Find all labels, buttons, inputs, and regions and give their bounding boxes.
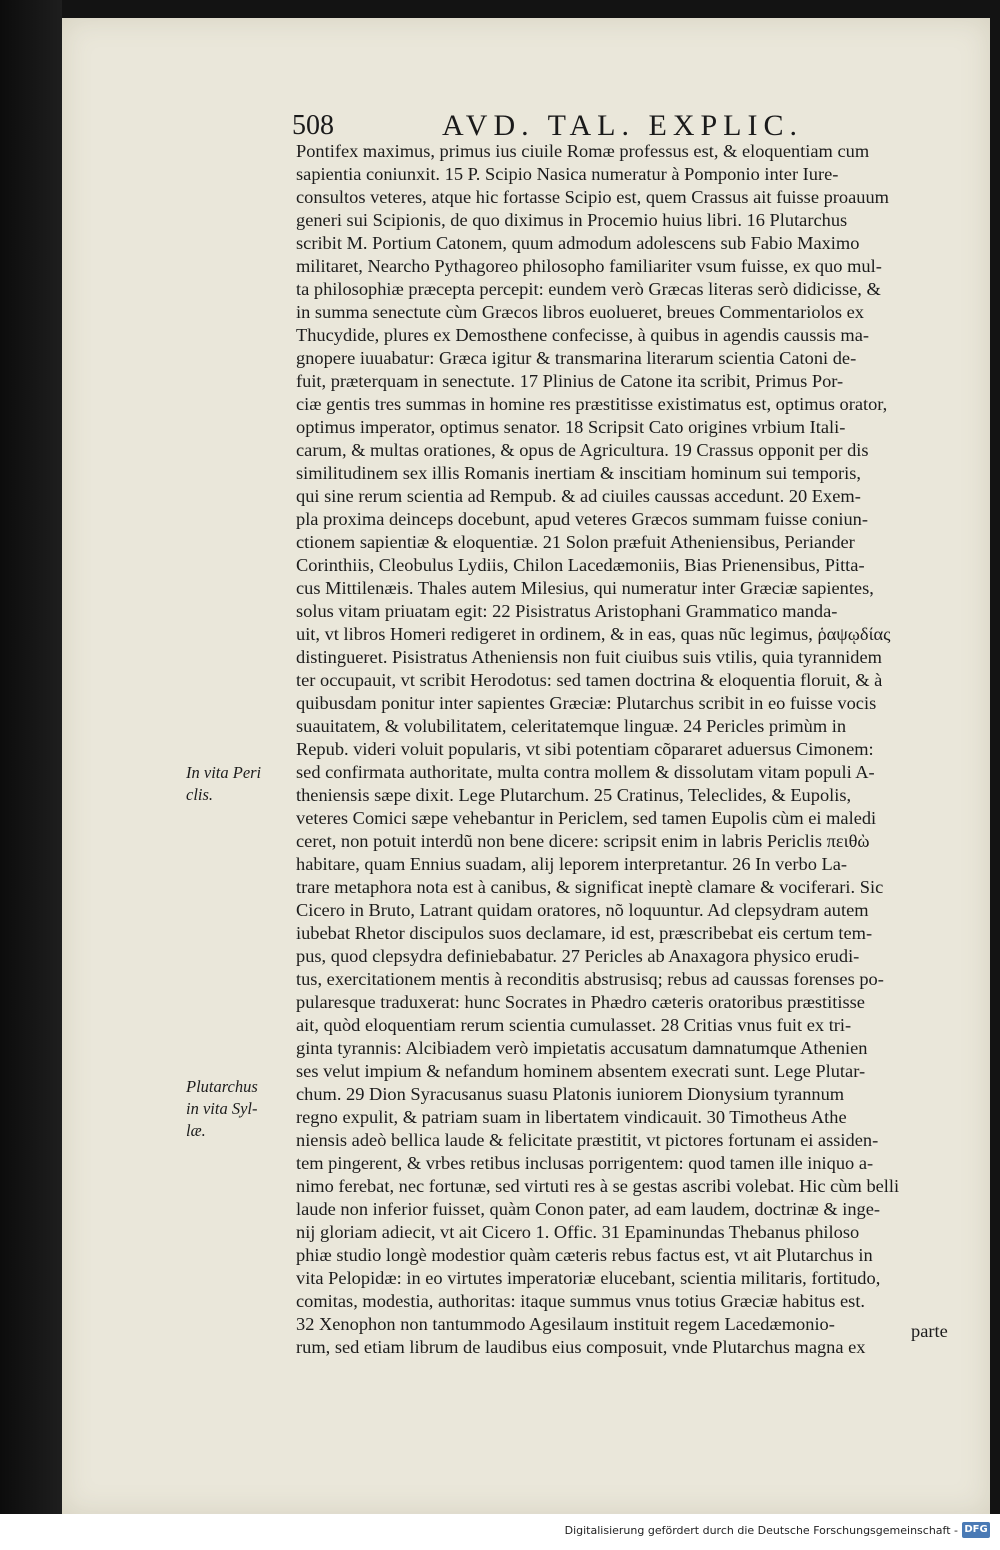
- text-line: scribit M. Portium Catonem, quum admodum adolescens sub Fabio Maximo: [296, 233, 860, 253]
- text-line: vita Pelopidæ: in eo virtutes imperatoriæ elucebant, scientia militaris, fortitudo,: [296, 1268, 881, 1288]
- text-line: theniensis sæpe dixit. Lege Plutarchum. 25 Cratinus, Teleclides, & Eupolis,: [296, 785, 852, 805]
- text-line: militaret, Nearcho Pythagoreo philosopho familiariter vsum fuisse, ex quo mul-: [296, 256, 882, 276]
- text-line: niensis adeò bellica laude & felicitate præstitit, vt pictores fortunam ei assiden-: [296, 1130, 879, 1150]
- text-line: iubebat Rhetor discipulos suos declamare, id est, præscribebat eis certum tem-: [296, 923, 873, 943]
- margin-note-vita-syllae: [186, 1076, 296, 1142]
- margin-note-line: In vita Peri: [186, 763, 262, 782]
- margin-note-line: Plutarchus: [186, 1077, 258, 1096]
- footer-credit: Digitalisierung gefördert durch die Deutsche Forschungsgemeinschaft -: [564, 1524, 958, 1537]
- text-line: phiæ studio longè modestior quàm cæteris rebus factus est, vt ait Plutarchus in: [296, 1245, 873, 1265]
- text-line: pus, quod clepsydra definiebabatur. 27 Pericles ab Anaxagora physico erudi-: [296, 946, 860, 966]
- text-line: comitas, modestia, authoritas: itaque summus vnus totius Græciæ habitus est.: [296, 1291, 866, 1311]
- margin-note-line: læ.: [186, 1121, 206, 1140]
- text-line: quibusdam ponitur inter sapientes Græciæ: Plutarchus scribit in eo fuisse vocis: [296, 693, 877, 713]
- page-number: 508: [292, 110, 334, 141]
- text-line: ta philosophiæ præcepta percepit: eundem verò Græcas literas serò didicisse, &: [296, 279, 881, 299]
- scan-shadow: [0, 0, 62, 1550]
- text-line: solus vitam priuatam egit: 22 Pisistratus Aristophani Grammatico manda-: [296, 601, 838, 621]
- text-line: cus Mittilenæis. Thales autem Milesius, qui numeratur inter Græciæ sapientes,: [296, 578, 874, 598]
- text-line: suauitatem, & volubilitatem, celeritatemque linguæ. 24 Pericles primùm in: [296, 716, 847, 736]
- text-line: nij gloriam adiecit, vt ait Cicero 1. Offic. 31 Epaminundas Thebanus philoso: [296, 1222, 860, 1242]
- text-line: Thucydide, plures ex Demosthene confecisse, à quibus in agendis caussis ma-: [296, 325, 870, 345]
- text-line: rum, sed etiam librum de laudibus eius composuit, vnde Plutarchus magna ex: [296, 1337, 866, 1357]
- text-line: habitare, quam Ennius suadam, alij leporem interpretantur. 26 In verbo La-: [296, 854, 848, 874]
- text-line: pularesque traduxerat: hunc Socrates in Phædro cæteris oratoribus præstitisse: [296, 992, 865, 1012]
- text-line: nimo ferebat, nec fortunæ, sed virtuti res à se gestas ascribi volebat. Hic cùm belli: [296, 1176, 900, 1196]
- text-line: ait, quòd eloquentiam rerum scientia cumulasset. 28 Critias vnus fuit ex tri-: [296, 1015, 852, 1035]
- text-line: Repub. videri voluit popularis, vt sibi potentiam cõpararet aduersus Cimonem:: [296, 739, 874, 759]
- text-line: trare metaphora nota est à canibus, & significat ineptè clamare & vociferari. Sic: [296, 877, 884, 897]
- digitization-footer: [0, 1514, 1000, 1550]
- text-line: gnopere iuuabatur: Græca igitur & transmarina literarum scientia Catoni de-: [296, 348, 857, 368]
- text-line: uit, vt libros Homeri redigeret in ordinem, & in eas, quas nũc legimus, ῥαψῳδίας: [296, 624, 891, 644]
- running-head: AVD. TAL. EXPLIC.: [442, 109, 803, 142]
- text-line: carum, & multas orationes, & opus de Agricultura. 19 Crassus opponit per dis: [296, 440, 869, 460]
- text-line: tus, exercitationem mentis à reconditis abstrusisq; rebus ad caussas forenses po-: [296, 969, 884, 989]
- text-line: sapientia coniunxit. 15 P. Scipio Nasica numeratur à Pomponio inter Iure-: [296, 164, 839, 184]
- text-line: ses velut impium & nefandum hominem absentem execrati sunt. Lege Plutar-: [296, 1061, 866, 1081]
- body-text: [296, 140, 972, 1359]
- text-line: generi sui Scipionis, de quo diximus in Procemio huius libri. 16 Plutarchus: [296, 210, 848, 230]
- text-line: optimus imperator, optimus senator. 18 Scripsit Cato origines vrbium Itali-: [296, 417, 846, 437]
- text-line: Pontifex maximus, primus ius ciuile Romæ professus est, & eloquentiam cum: [296, 141, 870, 161]
- text-line: laude non inferior fuisset, quàm Conon pater, ad eam laudem, doctrinæ & inge-: [296, 1199, 881, 1219]
- margin-note-line: clis.: [186, 785, 214, 804]
- text-line: consultos veteres, atque hic fortasse Scipio est, quem Crassus ait fuisse proauum: [296, 187, 889, 207]
- text-line: ginta tyrannis: Alcibiadem verò impietatis accusatum damnatumque Athenien: [296, 1038, 868, 1058]
- text-line: distingueret. Pisistratus Atheniensis non fuit ciuibus suis vtilis, quia tyrannidem: [296, 647, 882, 667]
- text-line: similitudinem sex illis Romanis inertiam & inscitiam hominum sui temporis,: [296, 463, 861, 483]
- text-line: 32 Xenophon non tantummodo Agesilaum instituit regem Lacedæmonio-: [296, 1314, 835, 1334]
- text-line: pla proxima deinceps docebunt, apud veteres Græcos summam fuisse coniun-: [296, 509, 869, 529]
- text-line: veteres Comici sæpe vehebantur in Periclem, sed tamen Eupolis cùm ei maledi: [296, 808, 877, 828]
- margin-note-vita-periclis: [186, 762, 296, 806]
- text-line: Corinthiis, Cleobulus Lydiis, Chilon Lacedæmoniis, Bias Prienensibus, Pitta-: [296, 555, 865, 575]
- text-line: ter occupauit, vt scribit Herodotus: sed tamen doctrina & eloquentia floruit, & à: [296, 670, 883, 690]
- text-line: fuit, præterquam in senectute. 17 Plinius de Catone ita scribit, Primus Por-: [296, 371, 844, 391]
- text-line: ctionem sapientiæ & eloquentiæ. 21 Solon præfuit Atheniensibus, Periander: [296, 532, 855, 552]
- text-line: ceret, non potuit interdũ non bene dicere: scripsit enim in labris Periclis πειθὼ: [296, 831, 870, 851]
- margin-note-line: in vita Syl-: [186, 1099, 258, 1118]
- catchword: parte: [911, 1321, 948, 1341]
- text-line: Cicero in Bruto, Latrant quidam oratores, nõ loquuntur. Ad clepsydram autem: [296, 900, 869, 920]
- text-line: qui sine rerum scientia ad Rempub. & ad ciuiles caussas accedunt. 20 Exem-: [296, 486, 861, 506]
- text-line: regno expulit, & patriam suam in libertatem vindicauit. 30 Timotheus Athe: [296, 1107, 847, 1127]
- dfg-logo-icon: DFG: [962, 1522, 990, 1538]
- text-line: tem pingerent, & vrbes retibus inclusas porrigentem: quod tamen ille iniquo a-: [296, 1153, 874, 1173]
- text-line: in summa senectute cùm Græcos libros euolueret, breues Commentariolos ex: [296, 302, 864, 322]
- page-header: [292, 108, 852, 144]
- text-line: sed confirmata authoritate, multa contra mollem & dissolutam vitam populi A-: [296, 762, 875, 782]
- text-line: ciæ gentis tres summas in homine res præstitisse existimatus est, optimus orator,: [296, 394, 888, 414]
- text-line: chum. 29 Dion Syracusanus suasu Platonis iuniorem Dionysium tyrannum: [296, 1084, 845, 1104]
